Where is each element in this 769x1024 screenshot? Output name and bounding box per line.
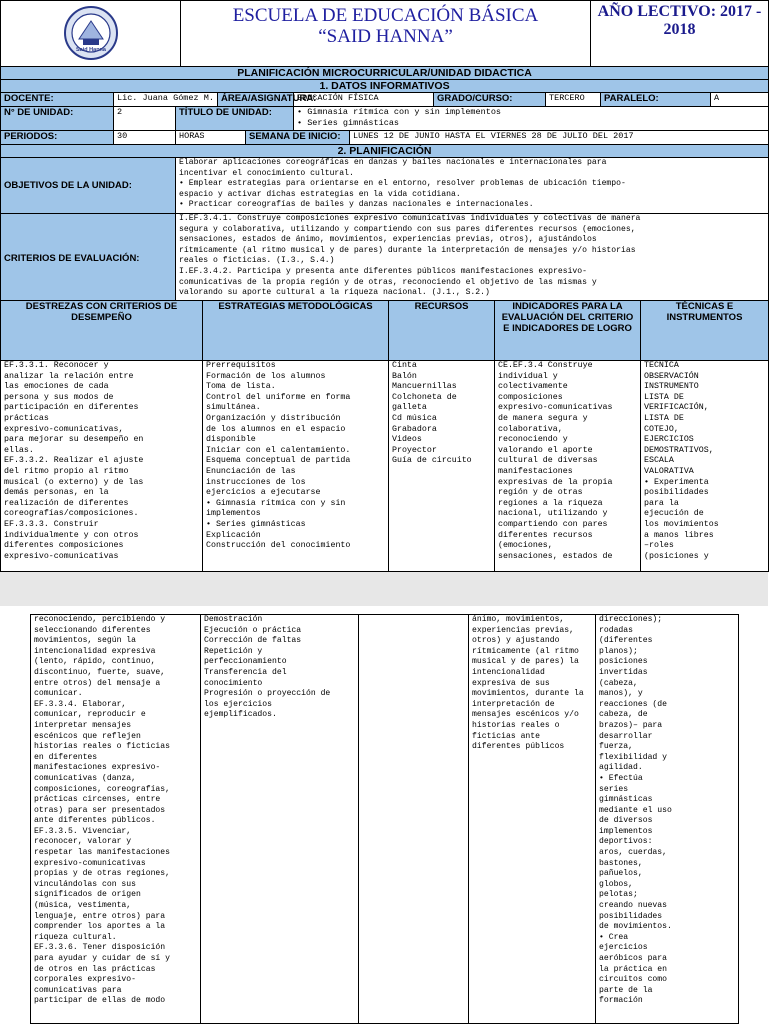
cell-text-line: globos, xyxy=(599,879,633,889)
cell-text-line: reconociendo y xyxy=(498,435,568,445)
cell-text-line: ficticias ante xyxy=(472,731,540,741)
cell-text-line: las emociones de cada xyxy=(4,382,109,392)
cell-text-line: corporales expresivo- xyxy=(34,975,136,985)
cell-text-line: agilidad. xyxy=(599,763,643,773)
cell-text-line: los movimientos xyxy=(644,519,719,529)
data-table xyxy=(0,66,769,304)
objetivo-line: espacio y activar dichas estrategias en la vida cotidiana. xyxy=(179,189,461,199)
objetivo-line: • Emplear estrategias para orientarse en el entorno, resolver problemas de ubicación tiempo- xyxy=(179,179,626,189)
cell-text-line: individualmente y con otros xyxy=(4,530,139,540)
cell-text-line: propias y de otras regiones, xyxy=(34,869,170,879)
criterio-line: segura y colaborativa, utilizando y compartiendo con sus pares diferentes recursos (emociones, xyxy=(179,224,636,234)
cell-text-line: Toma de lista. xyxy=(206,382,276,392)
cell-text-line: CE.EF.3.4 Construye xyxy=(498,361,593,370)
cell-text-line: planos); xyxy=(599,646,638,656)
unidad-value: 2 xyxy=(114,107,176,131)
cell-text-line: Balón xyxy=(392,371,417,381)
cell-text-line: flexibilidad y xyxy=(599,752,667,762)
cell-text-line: historias reales o ficticias xyxy=(34,742,170,752)
cell-text-line: aros, cuerdas, xyxy=(599,848,667,858)
cell-text-line: valorando el aporte xyxy=(498,445,593,455)
cell-text-line: vinculándolas con sus xyxy=(34,879,136,889)
cell-text-line: Ejecución o práctica xyxy=(204,625,302,635)
cell-text-line: de diversos xyxy=(599,816,653,826)
cell-text-line: comunicar. xyxy=(34,689,83,699)
cell-text-line: Organización y distribución xyxy=(206,413,341,423)
titulo-item: • Gimnasia rítmica con y sin implementos xyxy=(297,107,502,117)
cell-text-line: Cd música xyxy=(392,413,437,423)
svg-text:Said Hanna: Said Hanna xyxy=(75,47,106,53)
cell-text-line: composiciones, coreografías, xyxy=(34,784,170,794)
cell-text-line: movimientos, durante la xyxy=(472,689,584,699)
cell-text-line: perfeccionamiento xyxy=(204,657,287,667)
cell-text-line: OBSERVACIÓN xyxy=(644,371,699,381)
titulo-value xyxy=(294,107,769,131)
objetivo-line: Elaborar aplicaciones coreográficas en danzas y bailes nacionales e internacionales para xyxy=(179,158,607,167)
cell-text-line: EF.3.3.5. Vivenciar, xyxy=(34,826,132,836)
cell-text-line: discontinuo, fuerte, suave, xyxy=(34,667,166,677)
cell-text-line: (música, vestimenta, xyxy=(34,901,132,911)
criterio-line: sensaciones, estados de ánimo, movimientos, experiencias previas, otros), ajustándolos xyxy=(179,235,597,245)
cell-text-line: región y de otras xyxy=(498,488,583,498)
cell-text-line: demás personas, en la xyxy=(4,488,109,498)
cell-text-line: Guía de circuito xyxy=(392,456,472,466)
cell-text-line: realización de diferentes xyxy=(4,498,129,508)
cell-text-line: series xyxy=(599,784,629,794)
cell-text-line: DEMOSTRATIVOS, xyxy=(644,445,714,455)
cell-text-line: (cabeza, xyxy=(599,678,638,688)
cell-text-line: Proyector xyxy=(392,445,437,455)
document-page-2 xyxy=(0,606,768,1024)
cell-text-line: LISTA DE xyxy=(644,413,684,423)
estrategias-cell xyxy=(203,361,389,572)
cell-text-line: galleta xyxy=(392,403,427,413)
cell-text-line: parte de la xyxy=(599,985,653,995)
cell-text-line: Esquema conceptual de partida xyxy=(206,456,351,466)
cell-text-line: participar de ellas de modo xyxy=(34,996,166,1006)
cell-text-line: (diferentes xyxy=(599,636,653,646)
cell-text-line: desarrollar xyxy=(599,731,653,741)
cell-text-line: individual y xyxy=(498,371,558,381)
cell-text-line: ánimo, movimientos, xyxy=(472,615,565,624)
cell-text-line: intencionalidad expresiva xyxy=(34,646,156,656)
cell-text-line: ejercicios xyxy=(599,943,648,953)
cell-text-line: de manera segura y xyxy=(498,413,588,423)
cell-text-line: musical y de pares) la xyxy=(472,657,579,667)
cell-text-line: Progresión o proyección de xyxy=(204,689,331,699)
school-name xyxy=(181,1,591,70)
cell-text-line: Corrección de faltas xyxy=(204,636,302,646)
cell-text-line: en diferentes xyxy=(34,752,98,762)
cell-text-line: prácticas circenses, entre xyxy=(34,795,161,805)
cell-text-line: entre otros) del mensaje a xyxy=(34,678,161,688)
cell-text-line: direcciones); xyxy=(599,615,663,624)
cell-text-line: mediante el uso xyxy=(599,805,672,815)
tecnicas-cell xyxy=(596,615,739,1024)
cell-text-line: Explicación xyxy=(206,530,261,540)
cell-text-line: Cinta xyxy=(392,361,417,370)
cell-text-line: de los alumnos en el espacio xyxy=(206,424,346,434)
cell-text-line: comunicar, reproducir e xyxy=(34,710,146,720)
paralelo-label: PARALELO: xyxy=(601,93,711,107)
cell-text-line: coreografías/composiciones. xyxy=(4,509,139,519)
area-value: EDUCACIÓN FÍSICA xyxy=(294,93,434,107)
cell-text-line: interpretar mensajes xyxy=(34,720,132,730)
objetivos-label: OBJETIVOS DE LA UNIDAD: xyxy=(1,158,176,214)
cell-text-line: seleccionando diferentes xyxy=(34,625,151,635)
cell-text-line: los ejercicios xyxy=(204,699,272,709)
cell-text-line: Formación de los alumnos xyxy=(206,371,326,381)
cell-text-line: posibilidades xyxy=(644,488,709,498)
titulo-label: TÍTULO DE UNIDAD: xyxy=(176,107,294,131)
cell-text-line: diferentes composiciones xyxy=(4,541,124,551)
cell-text-line: ejecución de xyxy=(644,509,704,519)
cell-text-line: manos), y xyxy=(599,689,643,699)
school-name-line2: “SAID HANNA” xyxy=(318,26,453,47)
cell-text-line: persona y sus modos de xyxy=(4,392,114,402)
estrategias-cell xyxy=(201,615,359,1024)
periodos-label: PERIODOS: xyxy=(1,131,114,145)
titulo-item: • Series gimnásticas xyxy=(297,118,400,128)
cell-text-line: expresivo-comunicativas xyxy=(4,551,119,561)
cell-text-line: regiones a la riqueza xyxy=(498,498,603,508)
cell-text-line: lenguaje, entre otros) para xyxy=(34,911,166,921)
criterio-line: I.EF.3.4.2. Participa y presenta ante diferentes públicos manifestaciones expresivo- xyxy=(179,266,587,276)
school-name-line1: ESCUELA DE EDUCACIÓN BÁSICA xyxy=(232,5,539,26)
page-gap xyxy=(0,572,768,606)
cell-text-line: posibilidades xyxy=(599,911,663,921)
grado-value: TERCERO xyxy=(546,93,601,107)
cell-text-line: comunicativas para xyxy=(34,985,122,995)
cell-text-line: fuerza, xyxy=(599,742,633,752)
cell-text-line: disponible xyxy=(206,435,256,445)
cell-text-line: del ritmo propio al ritmo xyxy=(4,466,129,476)
periodos-unit: HORAS xyxy=(176,131,246,145)
cell-text-line: EF.3.3.2. Realizar el ajuste xyxy=(4,456,144,466)
cell-text-line: circuitos como xyxy=(599,975,667,985)
cell-text-line: diferentes públicos xyxy=(472,742,565,752)
cell-text-line: de otros en las prácticas xyxy=(34,964,156,974)
cell-text-line: colectivamente xyxy=(498,382,568,392)
cell-text-line: participación en diferentes xyxy=(4,403,139,413)
cell-text-line: ante diferentes públicos. xyxy=(34,816,156,826)
cell-text-line: expresivo-comunicativas xyxy=(498,403,613,413)
cell-text-line: simultánea. xyxy=(206,403,261,413)
cell-text-line: nacional, utilizando y xyxy=(498,509,608,519)
cell-text-line: TÉCNICA xyxy=(644,361,679,370)
paralelo-value: A xyxy=(711,93,769,107)
cell-text-line: brazos)– para xyxy=(599,720,663,730)
cell-text-line: EF.3.3.1. Reconocer y xyxy=(4,361,109,370)
cell-text-line: respetar las manifestaciones xyxy=(34,848,170,858)
cell-text-line: ellas. xyxy=(4,445,34,455)
cell-text-line: para la xyxy=(644,498,679,508)
cell-text-line: EJERCICIOS xyxy=(644,435,694,445)
objetivos-text xyxy=(176,158,769,214)
area-label: ÁREA/ASIGNATURA: xyxy=(218,93,294,107)
grado-label: GRADO/CURSO: xyxy=(434,93,546,107)
cell-text-line: Videos xyxy=(392,435,422,445)
section2-title: 2. PLANIFICACIÓN xyxy=(1,145,769,158)
cell-text-line: –roles xyxy=(644,541,674,551)
logo-cell xyxy=(1,1,181,70)
col-header-estrategias: ESTRATEGIAS METODOLÓGICAS xyxy=(203,301,389,361)
cell-text-line: comunicativas (danza, xyxy=(34,773,136,783)
school-year: AÑO LECTIVO: 2017 - 2018 xyxy=(591,1,769,70)
cell-text-line: musical (o externo) y de las xyxy=(4,477,144,487)
recursos-cell xyxy=(359,615,469,1024)
cell-text-line: experiencias previas, xyxy=(472,625,574,635)
cell-text-line: analizar la relación entre xyxy=(4,371,134,381)
cell-text-line: Construcción del conocimiento xyxy=(206,541,351,551)
cell-text-line: • Crea xyxy=(599,932,629,942)
cell-text-line: para mejorar su desempeño en xyxy=(4,435,144,445)
cell-text-line: escénicos que reflejen xyxy=(34,731,141,741)
cell-text-line: reconocer, valorar y xyxy=(34,837,132,847)
cell-text-line: LISTA DE xyxy=(644,392,684,402)
cell-text-line: intencionalidad xyxy=(472,667,545,677)
cell-text-line: manifestaciones xyxy=(498,466,573,476)
cell-text-line: expresivo-comunicativas xyxy=(34,858,146,868)
cell-text-line: Demostración xyxy=(204,615,263,624)
cell-text-line: VERIFICACIÓN, xyxy=(644,403,709,413)
cell-text-line: movimientos, según la xyxy=(34,636,136,646)
cell-text-line: ejemplificados. xyxy=(204,710,277,720)
cell-text-line: Prerrequisitos xyxy=(206,361,276,370)
cell-text-line: Repetición y xyxy=(204,646,263,656)
cell-text-line: EF.3.3.6. Tener disposición xyxy=(34,943,166,953)
cell-text-line: para ayudar y cuidar de sí y xyxy=(34,954,170,963)
cell-text-line: conocimiento xyxy=(204,678,263,688)
col-header-recursos: RECURSOS xyxy=(389,301,495,361)
cell-text-line: expresivo-comunicativas, xyxy=(4,424,124,434)
cell-text-line: • Experimenta xyxy=(644,477,709,487)
cell-text-line: EF.3.3.3. Construir xyxy=(4,519,99,529)
cell-text-line: deportivos: xyxy=(599,837,653,847)
cell-text-line: VALORATIVA xyxy=(644,466,694,476)
indicadores-cell xyxy=(469,615,596,1024)
cell-text-line: Colchoneta de xyxy=(392,392,457,402)
docente-label: DOCENTE: xyxy=(1,93,114,107)
objetivo-line: • Practicar coreografías de bailes y danzas nacionales e internacionales. xyxy=(179,200,534,210)
cell-text-line: implementos xyxy=(599,826,653,836)
cell-text-line: de movimientos. xyxy=(599,922,672,932)
cell-text-line: aeróbicos para xyxy=(599,954,667,963)
criterio-line: valorando su aporte cultural a la riqueza nacional. (J.1., S.2.) xyxy=(179,288,490,298)
cell-text-line: a manos libres xyxy=(644,530,714,540)
cell-text-line: diferentes recursos xyxy=(498,530,593,540)
cell-text-line: compartiendo con pares xyxy=(498,519,608,529)
cell-text-line: expresiva de sus xyxy=(472,678,550,688)
col-header-destrezas: DESTREZAS CON CRITERIOS DE DESEMPEÑO xyxy=(1,301,203,361)
cell-text-line: otras) para ser presentados xyxy=(34,805,166,815)
cell-text-line: EF.3.3.4. Elaborar, xyxy=(34,699,127,709)
cell-text-line: riqueza cultural. xyxy=(34,932,117,942)
cell-text-line: ejercicios a ejecutarse xyxy=(206,488,321,498)
criterios-text xyxy=(176,214,769,304)
cell-text-line: reacciones (de xyxy=(599,699,667,709)
planning-table xyxy=(0,300,769,572)
cell-text-line: pelotas; xyxy=(599,890,638,900)
cell-text-line: (lento, rápido, continuo, xyxy=(34,657,156,667)
cell-text-line: Iniciar con el calentamiento. xyxy=(206,445,351,455)
destrezas-cell xyxy=(1,361,203,572)
cell-text-line: Control del uniforme en forma xyxy=(206,392,351,402)
col-header-tecnicas: TÉCNICAS E INSTRUMENTOS xyxy=(641,301,769,361)
cell-text-line: sensaciones, estados de xyxy=(498,551,613,561)
section1-title: 1. DATOS INFORMATIVOS xyxy=(1,80,769,93)
cell-text-line: ESCALA xyxy=(644,456,674,466)
cell-text-line: invertidas xyxy=(599,667,648,677)
cell-text-line: implementos xyxy=(206,509,261,519)
cell-text-line: interpretación de xyxy=(472,699,555,709)
header-table xyxy=(0,0,769,70)
cell-text-line: posiciones xyxy=(599,657,648,667)
destrezas-cell xyxy=(31,615,201,1024)
cell-text-line: • Gimnasia rítmica con y sin xyxy=(206,498,346,508)
cell-text-line: (posiciones y xyxy=(644,551,709,561)
cell-text-line: historias reales o xyxy=(472,720,560,730)
objetivo-line: incentivar el conocimiento cultural. xyxy=(179,168,354,178)
cell-text-line: rodadas xyxy=(599,625,633,635)
cell-text-line: la práctica en xyxy=(599,964,667,974)
cell-text-line: otros) y ajustando xyxy=(472,636,560,646)
semana-value: LUNES 12 DE JUNIO HASTA EL VIERNES 28 DE JULIO DEL 2017 xyxy=(350,131,769,145)
criterio-line: comunicativas de la propia región y de otras, reconociendo el objetivo de las mismas y xyxy=(179,277,597,287)
cell-text-line: mensajes escénicos y/o xyxy=(472,710,579,720)
cell-text-line: Transferencia del xyxy=(204,667,287,677)
tecnicas-cell xyxy=(641,361,769,572)
cell-text-line: Grabadora xyxy=(392,424,437,434)
cell-text-line: manifestaciones expresivo- xyxy=(34,763,161,773)
col-header-indicadores: INDICADORES PARA LA EVALUACIÓN DEL CRITERIO E INDICADORES DE LOGRO xyxy=(495,301,641,361)
docente-value: Lic. Juana Gómez M. xyxy=(114,93,218,107)
cell-text-line: • Series gimnásticas xyxy=(206,519,306,529)
cell-text-line: gimnásticas xyxy=(599,795,653,805)
planning-table-continued xyxy=(30,614,739,1024)
school-logo-icon xyxy=(63,5,119,61)
cell-text-line: pañuelos, xyxy=(599,869,643,879)
cell-text-line: cultural de diversas xyxy=(498,456,598,466)
cell-text-line: rítmicamente (al ritmo xyxy=(472,646,579,656)
cell-text-line: expresivas de la propia xyxy=(498,477,613,487)
cell-text-line: • Efectúa xyxy=(599,773,643,783)
recursos-cell xyxy=(389,361,495,572)
cell-text-line: Mancuernillas xyxy=(392,382,457,392)
criterio-line: reales o ficticias. (I.3., S.4.) xyxy=(179,256,335,266)
criterio-line: I.EF.3.4.1. Construye composiciones expresivo comunicativas individuales y colectivas de manera xyxy=(179,214,641,223)
periodos-value: 30 xyxy=(114,131,176,145)
cell-text-line: colaborativa, xyxy=(498,424,563,434)
cell-text-line: COTEJO, xyxy=(644,424,679,434)
cell-text-line: composiciones xyxy=(498,392,563,402)
cell-text-line: reconociendo, percibiendo y xyxy=(34,615,166,624)
unidad-label: N° DE UNIDAD: xyxy=(1,107,114,131)
cell-text-line: Enunciación de las xyxy=(206,466,296,476)
cell-text-line: formación xyxy=(599,996,643,1006)
cell-text-line: instrucciones de los xyxy=(206,477,306,487)
cell-text-line: comprender los aportes a la xyxy=(34,922,166,932)
cell-text-line: significados de origen xyxy=(34,890,141,900)
cell-text-line: prácticas xyxy=(4,413,49,423)
cell-text-line: INSTRUMENTO xyxy=(644,382,699,392)
cell-text-line: bastones, xyxy=(599,858,643,868)
cell-text-line: creando nuevas xyxy=(599,901,667,911)
criterios-label: CRITERIOS DE EVALUACIÓN: xyxy=(1,214,176,304)
cell-text-line: (emociones, xyxy=(498,541,553,551)
planning-title: PLANIFICACIÓN MICROCURRICULAR/UNIDAD DIDACTICA xyxy=(1,67,769,80)
indicadores-cell xyxy=(495,361,641,572)
semana-label: SEMANA DE INICIO: xyxy=(246,131,350,145)
criterio-line: rítmicamente (al ritmo musical y de pares) durante la interpretación de mensajes y/o historias xyxy=(179,245,636,255)
cell-text-line: cabeza, de xyxy=(599,710,648,720)
